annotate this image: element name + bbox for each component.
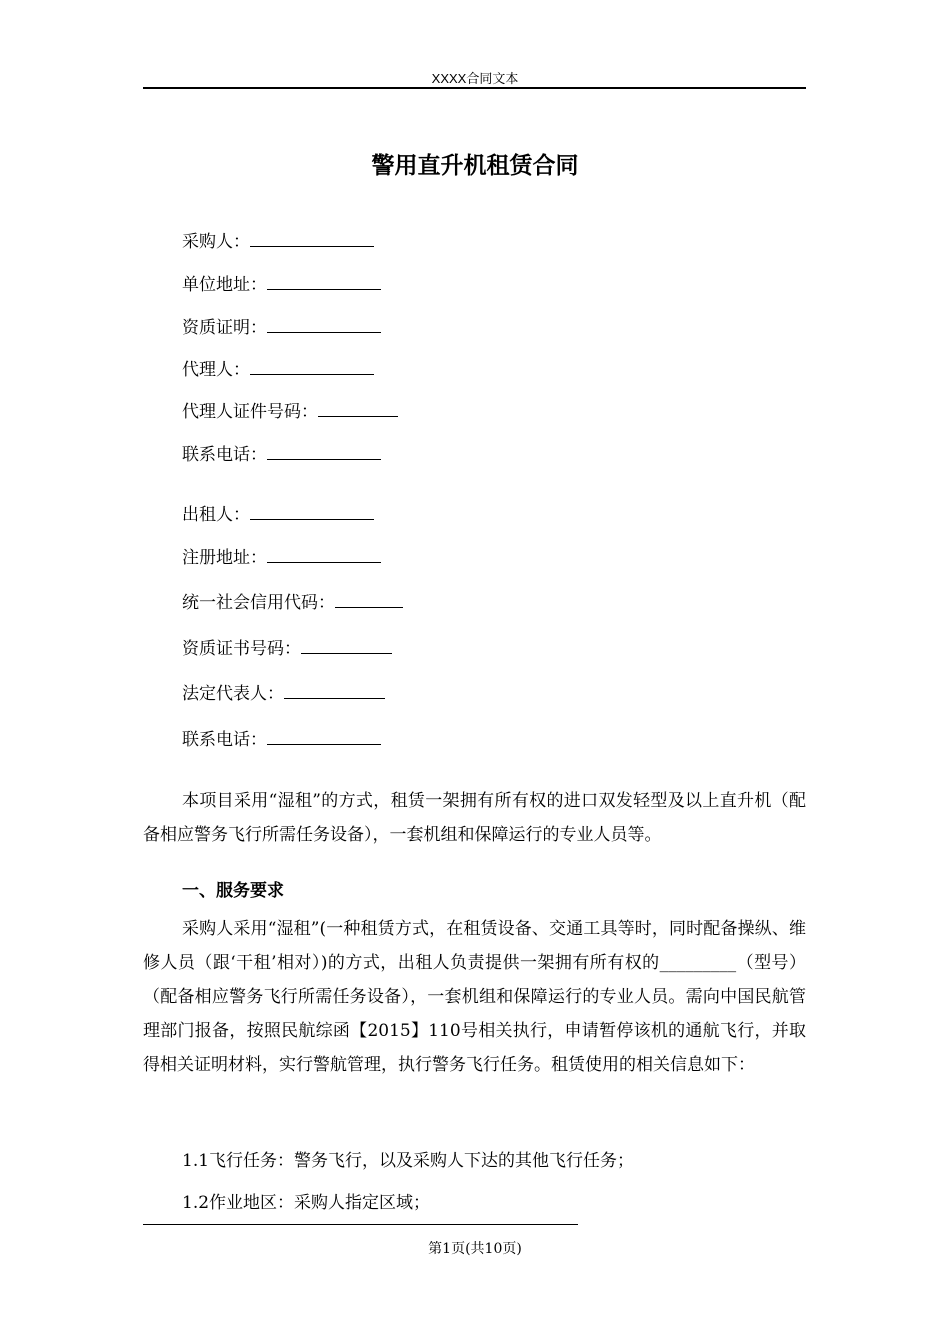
agent-field — [182, 358, 374, 381]
header-divider — [143, 87, 806, 89]
lessor-field — [182, 503, 374, 526]
registered-address-field — [182, 546, 381, 569]
fill-blank — [318, 400, 398, 417]
agent-id-field — [182, 400, 398, 423]
section-heading: 一、服务要求 — [182, 881, 284, 901]
document-title: 警用直升机租赁合同 — [371, 153, 579, 179]
certificate-number-field — [182, 637, 392, 660]
fill-blank — [250, 503, 374, 520]
paragraph-text: （型号）（配备相应警务飞行所需任务设备），一套机组和保障运行的专业人员。需向中国民航管理部门报备，按照民航综函【2015】110号相关执行，申请暂停该机的通航飞行，并取得相关证明材料，实行警航管理，执行警务飞行任务。租赁使用的相关信息如下： — [143, 953, 806, 1075]
credit-code-field — [182, 591, 403, 614]
list-item: 1.2作业地区：采购人指定区域； — [182, 1193, 431, 1213]
page-number: 第1页(共10页) — [428, 1241, 522, 1257]
field-label: 资质证明： — [182, 318, 267, 338]
field-label: 联系电话： — [182, 445, 267, 465]
paragraph-text: 采购人采用“湿租”(一种租赁方式，在租赁设备、交通工具等时，同时配备操纵、维修人员（跟‘干租’相对）)的方式，出租人负责提供一架拥有所有权的 — [143, 919, 806, 973]
legal-representative-field — [182, 682, 385, 705]
service-paragraph — [143, 912, 806, 1082]
field-label: 采购人： — [182, 232, 250, 252]
fill-blank — [284, 682, 385, 699]
fill-blank — [250, 358, 374, 375]
footer-divider — [143, 1224, 578, 1225]
unit-address-field — [182, 273, 381, 296]
field-label: 注册地址： — [182, 548, 267, 568]
fill-blank — [335, 591, 403, 608]
lessor-phone-field — [182, 728, 381, 751]
field-label: 出租人： — [182, 505, 250, 525]
field-label: 统一社会信用代码： — [182, 593, 335, 613]
field-label: 代理人证件号码： — [182, 402, 318, 422]
fill-blank — [301, 637, 392, 654]
field-label: 法定代表人： — [182, 684, 284, 704]
list-item: 1.1飞行任务：警务飞行，以及采购人下达的其他飞行任务； — [182, 1151, 635, 1171]
fill-blank — [267, 546, 381, 563]
field-label: 资质证书号码： — [182, 639, 301, 659]
field-label: 代理人： — [182, 360, 250, 380]
intro-paragraph: 本项目采用“湿租”的方式，租赁一架拥有所有权的进口双发轻型及以上直升机（配备相应警务飞行所需任务设备），一套机组和保障运行的专业人员等。 — [143, 791, 806, 845]
fill-blank — [267, 728, 381, 745]
qualification-field — [182, 316, 381, 339]
fill-blank — [250, 230, 374, 247]
fill-blank — [267, 273, 381, 290]
page-header: XXXX合同文本 — [431, 71, 519, 86]
purchaser-phone-field — [182, 443, 381, 466]
purchaser-field — [182, 230, 374, 253]
field-label: 单位地址： — [182, 275, 267, 295]
model-blank: _________ — [659, 953, 737, 973]
fill-blank — [267, 316, 381, 333]
fill-blank — [267, 443, 381, 460]
field-label: 联系电话： — [182, 730, 267, 750]
